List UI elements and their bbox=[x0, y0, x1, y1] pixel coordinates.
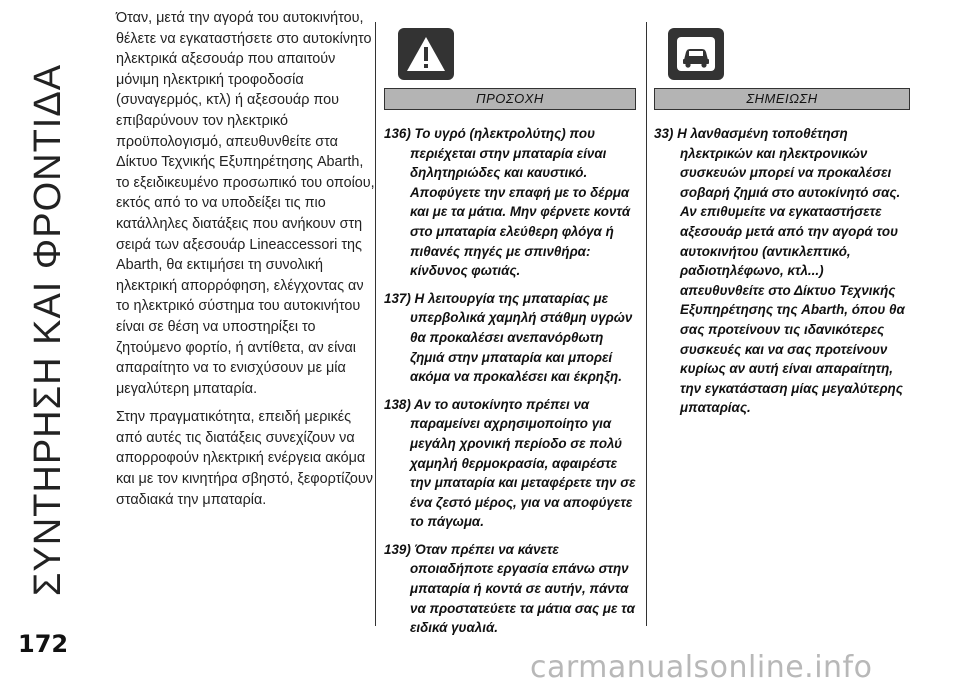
note-title: ΣΗΜΕΙΩΣΗ bbox=[654, 88, 910, 110]
note-panel bbox=[654, 28, 910, 426]
warning-title: ΠΡΟΣΟΧΗ bbox=[384, 88, 636, 110]
intro-paragraph-1: Όταν, μετά την αγορά του αυτοκινήτου, θέλετε να εγκαταστήσετε στο αυτοκίνητο ηλεκτρικά αξεσουάρ που απαιτούν μόνιμη ηλεκτρική τροφοδοσία (συναγερμός, κτλ) ή αξεσουάρ που επιβαρύνουν τον ηλεκτρικό προϋπολογισμό, απευθυνθείτε στα Δίκτυο Τεχνικής Εξυπηρέτησης Abarth, το εξειδικευμένο προσωπικό του οποίου, εκτός από το να υποδείξει τις πιο κατάλληλες διατάξεις που ανήκουν στη σειρά των αξεσουάρ Lineaccessori της Abarth, θα εκτιμήσει τη συνολική ηλεκτρική απορρόφηση, ελέγχοντας αν το ηλεκτρικό σύστημα του αυτοκινήτου είναι σε θέση να υποστηρίξει το ζητούμενο φορτίο, ή αντίθετα, αν είναι απαραίτητο να το ενισχύσουν με μία μεγαλύτερη μπαταρία. bbox=[116, 10, 375, 397]
item-text: Η λειτουργία της μπαταρίας με υπερβολικά χαμηλή στάθμη υγρών θα προκαλέσει ανεπανόρθωτη ζημιά στην μπαταρία και μπορεί ακόμα να προκαλέσει και έκρηξη. bbox=[410, 290, 633, 385]
item-number: 138) bbox=[384, 396, 411, 412]
warning-exclamation-icon bbox=[404, 34, 448, 74]
list-item bbox=[384, 395, 636, 532]
warning-icon-box bbox=[398, 28, 454, 80]
intro-paragraph-2: Στην πραγματικότητα, επειδή μερικές από αυτές τις διατάξεις συνεχίζουν να απορροφούν ηλεκτρική ενέργεια ακόμα και με τον κινητήρα σβηστό, ξεφορτίζουν σταδιακά την μπαταρία. bbox=[116, 409, 373, 508]
watermark: carmanualsonline.info bbox=[530, 650, 873, 685]
list-item bbox=[384, 289, 636, 387]
item-text: Αν το αυτοκίνητο πρέπει να παραμείνει αχρησιμοποίητο για μεγάλη χρονική περίοδο σε πολύ χαμηλή θερμοκρασία, αφαιρέστε την μπαταρία και μεταφέρετε την σε ένα ζεστό μέρος, για να αποφύγετε το πάγωμα. bbox=[410, 396, 636, 530]
item-number: 139) bbox=[384, 541, 411, 557]
item-text: Η λανθασμένη τοποθέτηση ηλεκτρικών και ηλεκτρονικών συσκευών μπορεί να προκαλέσει σοβαρή ζημιά στο αυτοκίνητό σας. Αν επιθυμείτε να εγκαταστήσετε αξεσουάρ μετά από την αγορά του αυτοκινήτου (αντικλεπτικό, ραδιοτηλέφωνο, κτλ...) απευθυνθείτε στο Δίκτυο Τεχνικής Εξυπηρέτησης της Abarth, όπου θα σας προτείνουν τις ιδανικότερες συσκευές και να σας προτείνουν κυρίως αν αυτή είναι απαραίτητη, την εγκατάσταση μίας μεγαλύτερης μπαταρίας. bbox=[677, 126, 905, 416]
section-title: ΣΥΝΤΗΡΗΣΗ ΚΑΙ ΦΡΟΝΤΙΔΑ bbox=[27, 63, 69, 597]
page-number: 172 bbox=[18, 630, 69, 658]
warning-list bbox=[384, 124, 636, 638]
list-item bbox=[654, 124, 910, 418]
column-divider bbox=[646, 22, 647, 626]
warning-panel bbox=[384, 28, 636, 646]
list-item bbox=[384, 124, 636, 281]
car-icon bbox=[674, 34, 718, 74]
note-icon-box bbox=[668, 28, 724, 80]
item-number: 33) bbox=[654, 126, 674, 141]
column-divider bbox=[375, 22, 376, 626]
item-text: Το υγρό (ηλεκτρολύτης) που περιέχεται στην μπαταρία είναι δηλητηριώδες και καυστικό. Αποφύγετε την επαφή με το δέρμα και με τα μάτια. Μην φέρνετε κοντά στο μπαταρία ελεύθερη φλόγα ή πιθανές πηγές με σπινθήρα: κίνδυνος φωτιάς. bbox=[410, 126, 631, 279]
item-text: Όταν πρέπει να κάνετε οποιαδήποτε εργασία επάνω στην μπαταρία ή κοντά σε αυτήν, πάντα να προστατεύετε τα μάτια σας με τα ειδικά γυαλιά. bbox=[410, 541, 635, 636]
item-number: 136) bbox=[384, 126, 411, 141]
note-list bbox=[654, 124, 910, 418]
intro-column bbox=[116, 8, 378, 518]
item-number: 137) bbox=[384, 290, 411, 306]
list-item bbox=[384, 540, 636, 638]
